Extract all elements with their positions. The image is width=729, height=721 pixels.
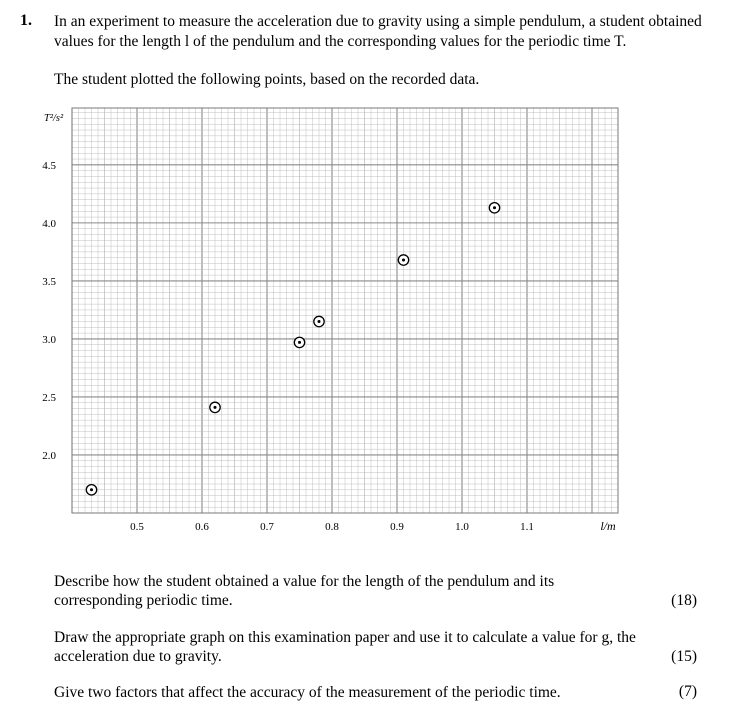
y-tick-label: 4.0 <box>42 217 56 230</box>
y-axis-label: T²/s² <box>44 113 64 124</box>
question-number: 1. <box>20 12 32 29</box>
part-a-text: Describe how the student obtained a value for the length of the pendulum and its corresponding periodic time. <box>54 573 555 609</box>
data-point <box>314 316 324 326</box>
data-point-dot <box>493 206 496 209</box>
graph-grid <box>72 108 618 513</box>
y-tick-label: 3.5 <box>42 275 56 288</box>
x-tick-label: 0.8 <box>325 521 339 533</box>
x-tick-label: 0.6 <box>195 521 209 533</box>
x-tick-label: 0.9 <box>390 521 404 533</box>
data-point-dot <box>402 259 405 262</box>
data-point <box>86 485 96 495</box>
question-intro: In an experiment to measure the acceleration due to gravity using a simple pendulum, a student obtained values for the length l of the pendulum and the corresponding values for the periodic time T. <box>54 13 702 50</box>
x-tick-label: 1.0 <box>455 521 469 533</box>
data-point <box>210 402 220 412</box>
y-tick-label: 2.0 <box>42 449 56 462</box>
data-point <box>398 255 408 265</box>
plot-description: The student plotted the following points, based on the recorded data. <box>54 71 480 88</box>
data-point <box>489 203 499 213</box>
x-tick-label: 0.5 <box>130 521 144 533</box>
data-point-dot <box>298 341 301 344</box>
y-tick-label: 3.0 <box>42 333 56 346</box>
data-point-dot <box>90 488 93 491</box>
data-point <box>294 337 304 347</box>
part-c-marks: (7) <box>678 683 697 700</box>
y-tick-label: 4.5 <box>42 159 56 172</box>
data-point-dot <box>214 406 217 409</box>
x-tick-label: 0.7 <box>260 521 274 533</box>
part-c-text: Give two factors that affect the accuracy of the measurement of the periodic time. <box>54 684 561 701</box>
y-tick-label: 2.5 <box>42 391 56 404</box>
x-tick-label: 1.1 <box>520 521 534 533</box>
axis-tick-labels <box>42 113 616 533</box>
part-a-marks: (18) <box>671 592 697 609</box>
data-point-dot <box>318 320 321 323</box>
x-axis-label: l/m <box>600 519 616 533</box>
part-b-marks: (15) <box>671 648 697 665</box>
part-b-text: Draw the appropriate graph on this examination paper and use it to calculate a value for g, the acceleration due to gravity. <box>54 629 636 665</box>
